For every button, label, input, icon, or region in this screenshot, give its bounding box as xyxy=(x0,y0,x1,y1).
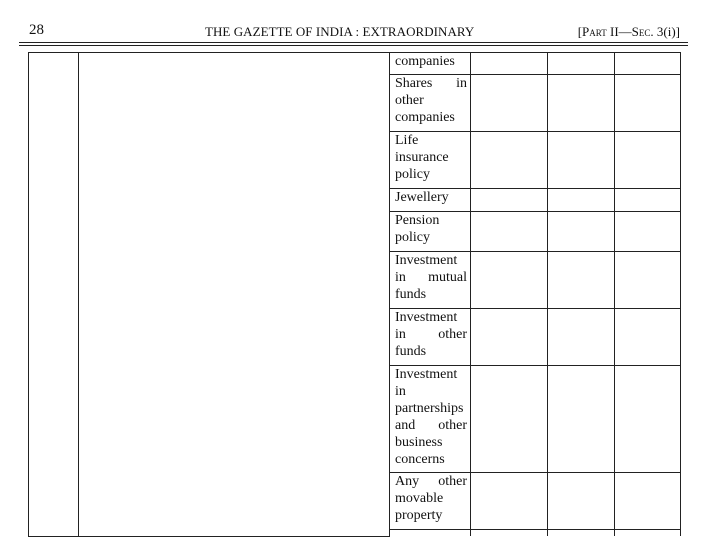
value-cell xyxy=(471,366,548,473)
asset-type-cell xyxy=(390,309,471,366)
amount-cell xyxy=(548,75,615,132)
asset-type-line xyxy=(395,473,467,490)
gazette-title: THE GAZETTE OF INDIA : EXTRAORDINARY xyxy=(205,24,475,39)
remarks-cell xyxy=(615,53,681,75)
value-cell xyxy=(471,212,548,252)
asset-word: other xyxy=(438,474,467,489)
amount-cell xyxy=(548,53,615,75)
asset-type-line: Life xyxy=(395,133,419,148)
remarks-cell xyxy=(615,530,681,537)
remarks-cell xyxy=(615,473,681,530)
asset-type-line xyxy=(395,75,467,92)
value-cell xyxy=(471,132,548,189)
value-cell xyxy=(471,189,548,212)
value-cell xyxy=(471,252,548,309)
value-cell xyxy=(471,309,548,366)
assets-table xyxy=(28,52,681,537)
asset-type-cell xyxy=(390,366,471,473)
asset-type-line xyxy=(395,269,467,286)
asset-type-line: funds xyxy=(395,344,427,359)
asset-type-cell xyxy=(390,530,471,537)
asset-type-line: insurance xyxy=(395,150,449,165)
table-row xyxy=(29,53,681,75)
value-cell xyxy=(471,530,548,537)
asset-type-cell xyxy=(390,53,471,75)
assets-table-body xyxy=(29,53,681,537)
asset-word: other xyxy=(438,327,467,342)
amount-cell xyxy=(548,212,615,252)
asset-type-line: partnerships xyxy=(395,401,464,416)
remarks-cell xyxy=(615,309,681,366)
remarks-cell xyxy=(615,132,681,189)
asset-type-line: Jewellery xyxy=(395,190,449,205)
asset-word: and xyxy=(395,418,416,433)
asset-type-line: policy xyxy=(395,230,430,245)
amount-cell xyxy=(548,473,615,530)
asset-type-cell xyxy=(390,252,471,309)
asset-word: in xyxy=(395,327,406,342)
asset-type-line: business xyxy=(395,435,443,450)
value-cell xyxy=(471,75,548,132)
remarks-cell xyxy=(615,366,681,473)
asset-type-line: Investment xyxy=(395,310,458,325)
asset-word: in xyxy=(395,270,406,285)
amount-cell xyxy=(548,189,615,212)
section-label: [Part II—Sec. 3(i)] xyxy=(577,24,680,39)
page-number: 28 xyxy=(29,22,44,38)
asset-type-line: concerns xyxy=(395,452,445,467)
asset-type-line: property xyxy=(395,508,443,523)
remarks-cell xyxy=(615,252,681,309)
asset-type-cell xyxy=(390,132,471,189)
amount-cell xyxy=(548,252,615,309)
asset-type-cell xyxy=(390,189,471,212)
value-cell xyxy=(471,473,548,530)
asset-type-cell xyxy=(390,473,471,530)
header-rule-top xyxy=(19,42,688,43)
asset-type-line: other xyxy=(395,93,424,108)
description-column-cell xyxy=(79,53,390,537)
asset-type-line xyxy=(395,326,467,343)
amount-cell xyxy=(548,530,615,537)
page-header xyxy=(0,0,708,50)
remarks-cell xyxy=(615,212,681,252)
amount-cell xyxy=(548,132,615,189)
asset-type-line: funds xyxy=(395,287,427,302)
asset-type-line: Investment xyxy=(395,253,458,268)
asset-type-line xyxy=(395,417,467,434)
header-rule-bottom xyxy=(19,45,688,46)
asset-word: Shares xyxy=(395,76,433,91)
asset-word: other xyxy=(438,418,467,433)
asset-type-line: movable xyxy=(395,491,444,506)
remarks-cell xyxy=(615,75,681,132)
asset-type-line: policy xyxy=(395,167,430,182)
serial-column-cell xyxy=(29,53,79,537)
value-cell xyxy=(471,53,548,75)
asset-type-line: companies xyxy=(395,54,455,69)
asset-word: in xyxy=(456,76,467,91)
asset-type-cell xyxy=(390,75,471,132)
remarks-cell xyxy=(615,189,681,212)
asset-word: mutual xyxy=(428,270,467,285)
asset-type-line: in xyxy=(395,384,406,399)
asset-type-line: companies xyxy=(395,110,455,125)
amount-cell xyxy=(548,366,615,473)
asset-type-line: Pension xyxy=(395,213,440,228)
amount-cell xyxy=(548,309,615,366)
asset-type-cell xyxy=(390,212,471,252)
asset-word: Any xyxy=(395,474,420,489)
asset-type-line: Investment xyxy=(395,367,458,382)
